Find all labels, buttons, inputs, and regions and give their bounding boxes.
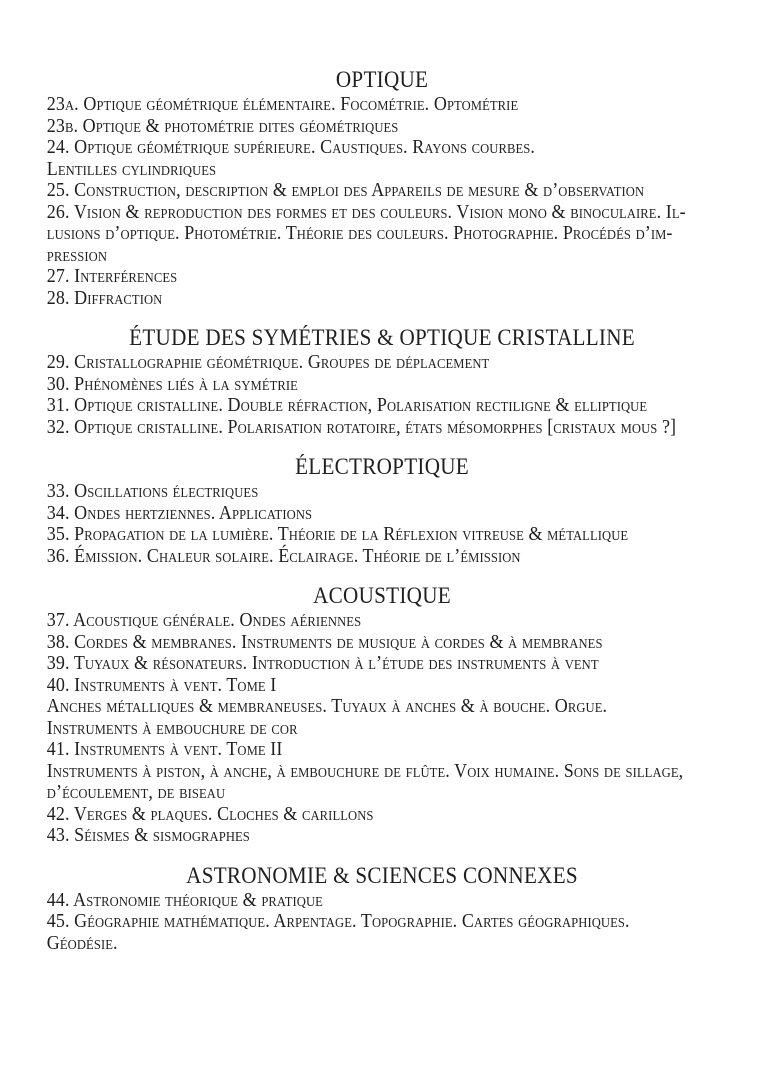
toc-entry-line: Instruments à embouchure de cor	[46, 716, 298, 739]
toc-entry-line: 41. Instruments à vent. Tome II	[46, 738, 283, 760]
toc-entry-line: d’écoulement, de biseau	[46, 781, 226, 803]
toc-entry-line: lusions d’optique. Photométrie. Théorie des couleurs. Photographie. Procédés d’im-	[46, 222, 673, 244]
toc-entry-line: 25. Construction, description & emploi des Appareils de mesure & d’observation	[46, 179, 645, 201]
toc-entry-line: 39. Tuyaux & résonateurs. Introduction à l’étude des instruments à vent	[46, 652, 599, 674]
toc-entry-line: 23b. Optique & photométrie dites géométriques	[46, 114, 399, 137]
toc-entry-line: 35. Propagation de la lumière. Théorie de la Réflexion vitreuse & métallique	[46, 523, 629, 545]
toc-entry-line: 28. Diffraction	[46, 286, 163, 309]
toc-entry-line: 33. Oscillations électriques	[46, 480, 259, 502]
toc-entry-line: 44. Astronomie théorique & pratique	[46, 888, 323, 911]
section-title-astronomie: ASTRONOMIE & SCIENCES CONNEXES	[186, 862, 578, 889]
section-title-symetries: ÉTUDE DES SYMÉTRIES & OPTIQUE CRISTALLINE	[129, 325, 635, 351]
section-electroptique	[47, 454, 718, 567]
toc-entry-line: 34. Ondes hertziennes. Applications	[46, 501, 313, 524]
toc-entry-line: 29. Cristallographie géométrique. Groupes de déplacement	[46, 351, 490, 373]
toc-entry-line: 26. Vision & reproduction des formes et des couleurs. Vision mono & binoculaire. Il-	[46, 200, 686, 223]
toc-entry-line: 43. Séismes & sismographes	[46, 824, 250, 846]
toc-entry-line: Anches métalliques & membraneuses. Tuyaux à anches & à bouche. Orgue.	[46, 695, 608, 717]
toc-entry-line: 31. Optique cristalline. Double réfraction, Polarisation rectiligne & elliptique	[46, 394, 648, 416]
section-astronomie	[47, 863, 718, 955]
toc-entry-line: 40. Instruments à vent. Tome I	[46, 673, 277, 696]
toc-entry-line: Géodésie.	[46, 931, 118, 954]
section-symetries-optique-cristalline	[47, 325, 718, 438]
toc-entry-line: 30. Phénomènes liés à la symétrie	[46, 372, 298, 395]
toc-entry-line: pression	[46, 243, 108, 266]
toc-entry-line: 36. Émission. Chaleur solaire. Éclairage. Théorie de l’émission	[46, 544, 521, 567]
toc-entry-line: 38. Cordes & membranes. Instruments de musique à cordes & à membranes	[46, 630, 603, 653]
toc-entry-line: 45. Géographie mathématique. Arpentage. Topographie. Cartes géographiques.	[46, 910, 630, 932]
toc-entry-line: 32. Optique cristalline. Polarisation rotatoire, états mésomorphes [cristaux mous ?]	[46, 415, 677, 438]
section-optique	[47, 67, 718, 309]
section-title-acoustique: ACOUSTIQUE	[313, 583, 451, 609]
toc-entry-line: Instruments à piston, à anche, à embouchure de flûte. Voix humaine. Sons de sillage,	[46, 759, 684, 782]
section-title-electroptique: ÉLECTROPTIQUE	[295, 454, 469, 480]
toc-entry-line: 27. Interférences	[46, 265, 178, 287]
toc-entry-line: Lentilles cylindriques	[46, 157, 217, 180]
toc-entry-line: 42. Verges & plaques. Cloches & carillons	[46, 802, 374, 825]
toc-entry-line: 23a. Optique géométrique élémentaire. Focométrie. Optométrie	[46, 93, 519, 115]
section-title-optique: OPTIQUE	[335, 67, 429, 93]
toc-entry-line: 37. Acoustique générale. Ondes aériennes	[46, 609, 362, 631]
toc-entry-line: 24. Optique géométrique supérieure. Caustiques. Rayons courbes.	[46, 136, 535, 158]
section-acoustique	[47, 583, 718, 847]
